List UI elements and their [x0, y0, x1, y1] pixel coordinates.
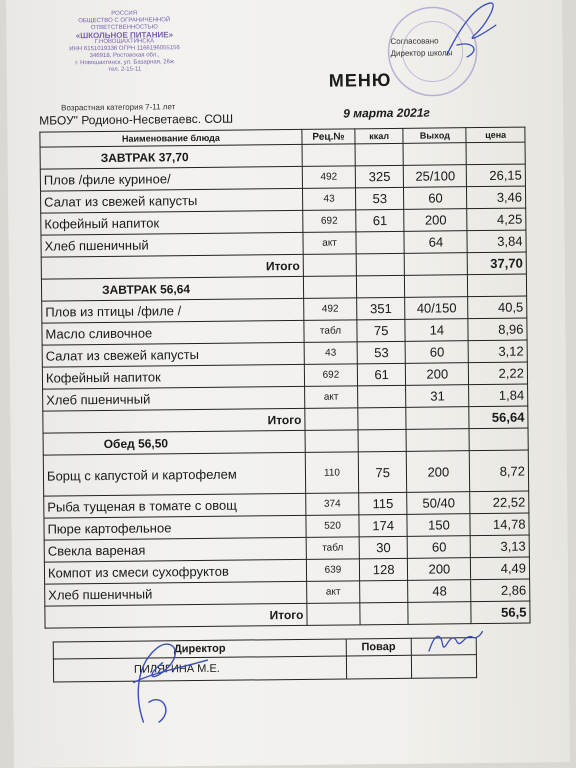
table-row	[43, 450, 528, 496]
total-label: Итого	[41, 254, 303, 279]
recipe-number: акт	[305, 386, 358, 409]
blank-cell	[358, 407, 407, 430]
recipe-number: акт	[303, 232, 356, 255]
dish-name: Рыба тущеная в томате с овощ	[44, 493, 306, 518]
dish-name: Салат из свежей капусты	[41, 188, 303, 213]
header-output: Выход	[403, 128, 466, 144]
stamp-line: ИНН 6151019336 ОГРН 1166196055156	[69, 45, 180, 53]
menu-body	[40, 142, 530, 628]
recipe-number: 492	[304, 298, 357, 321]
price-value: 14,78	[470, 513, 529, 536]
recipe-number: 492	[302, 166, 355, 189]
dish-name: Борщ с капустой и картофелем	[43, 452, 305, 496]
output-value: 200	[406, 363, 469, 386]
kcal-value	[356, 231, 405, 254]
price-value: 2,86	[471, 579, 530, 602]
kcal-value: 174	[359, 514, 408, 537]
blank-cell	[408, 602, 471, 625]
header-price: цена	[466, 127, 525, 143]
stamp-line: тел. 2-15-11	[108, 66, 142, 73]
blank-cell	[305, 430, 358, 453]
total-price: 37,70	[468, 252, 527, 275]
kcal-value: 351	[357, 297, 406, 320]
school-name: МБОУ" Родионо-Несветаевс. СОШ	[39, 111, 234, 128]
kcal-value: 115	[359, 492, 408, 515]
dish-name: Компот из смеси сухофруктов	[44, 559, 306, 584]
blank-cell	[406, 429, 469, 452]
approval-line: Согласовано	[390, 36, 439, 46]
blank-cell	[466, 142, 525, 165]
recipe-number: 110	[305, 452, 359, 494]
blank-cell	[346, 655, 411, 679]
blank-cell	[355, 143, 404, 166]
dish-name: Хлеб пшеничный	[43, 386, 305, 411]
price-value: 4,25	[467, 208, 526, 231]
cook-label: Повар	[346, 638, 411, 656]
blank-cell	[356, 275, 405, 298]
stamp-line: «ШКОЛЬНОЕ ПИТАНИЕ»	[75, 30, 174, 41]
header-name: Наименование блюда	[40, 129, 302, 147]
dish-name: Кофейный напиток	[41, 210, 303, 235]
output-value: 150	[407, 514, 470, 537]
header-recipe: Рец.№	[302, 129, 355, 145]
kcal-value: 53	[356, 187, 405, 210]
price-value: 3,84	[467, 230, 526, 253]
stamp-line: г. Новошахтинск, ул. Базарная, 26ж	[75, 59, 175, 67]
header-kcal: ккал	[355, 128, 403, 144]
kcal-value: 128	[359, 558, 408, 581]
dish-name: Плов из птицы /филе /	[42, 298, 304, 323]
stamp-line: 346918, Ростовская обл.,	[89, 52, 160, 60]
output-value: 40/150	[405, 297, 468, 320]
menu-sheet	[6, 0, 570, 768]
price-value: 40,5	[468, 296, 527, 319]
kcal-value: 75	[357, 319, 406, 342]
kcal-value: 61	[357, 363, 406, 386]
stamp-line: Г.НОВОШАХТИНСКА	[94, 38, 155, 46]
recipe-number: 43	[304, 342, 357, 365]
price-value: 3,46	[467, 186, 526, 209]
blank-cell	[307, 603, 360, 626]
recipe-number: 639	[306, 559, 359, 582]
stamp-line: ОТВЕТСТВЕННОСТЬЮ	[90, 24, 158, 32]
price-value: 3,12	[469, 340, 528, 363]
approval-line: Директор школы	[390, 48, 453, 58]
recipe-number: табл	[306, 537, 359, 560]
section-title: ЗАВТРАК 56,64	[41, 276, 303, 301]
price-value: 8,96	[468, 318, 527, 341]
director-name: ПИЛЯГИНА М.Е.	[53, 656, 346, 682]
dish-name: Кофейный напиток	[42, 364, 304, 389]
price-value: 4,49	[471, 557, 530, 580]
output-value: 25/100	[404, 165, 467, 188]
blank-cell	[303, 276, 356, 299]
dish-name: Хлеб пшеничный	[41, 232, 303, 257]
price-value: 8,72	[470, 450, 529, 492]
output-value: 200	[404, 209, 467, 232]
age-category: Возрастная категория 7-11 лет	[61, 102, 176, 113]
recipe-number: 374	[306, 493, 359, 516]
recipe-number: табл	[304, 320, 357, 343]
recipe-number: 520	[306, 515, 359, 538]
blank-cell	[403, 143, 466, 166]
price-value: 1,84	[469, 384, 528, 407]
price-value: 2,22	[469, 362, 528, 385]
page-title: МЕНЮ	[328, 69, 392, 91]
dish-name: Пюре картофельное	[44, 515, 306, 540]
kcal-value: 325	[355, 165, 404, 188]
kcal-value: 30	[359, 536, 408, 559]
menu-table	[39, 127, 530, 629]
output-value: 48	[408, 580, 471, 603]
total-price: 56,5	[471, 601, 530, 624]
blank-cell	[303, 254, 356, 277]
recipe-number: 43	[302, 188, 355, 211]
blank-cell	[405, 275, 468, 298]
output-value: 200	[407, 451, 471, 493]
blank-cell	[356, 253, 405, 276]
blank-cell	[358, 429, 407, 452]
dish-name: Плов /филе куриное/	[40, 166, 302, 191]
section-title: Обед 56,50	[43, 430, 305, 455]
cook-signature-icon	[425, 623, 485, 660]
total-label: Итого	[45, 603, 307, 628]
kcal-value: 75	[358, 451, 407, 493]
output-value: 14	[405, 319, 468, 342]
kcal-value: 61	[356, 209, 405, 232]
blank-cell	[406, 407, 469, 430]
output-value: 200	[408, 558, 471, 581]
kcal-value: 53	[357, 341, 406, 364]
dish-name: Масло сливочное	[42, 320, 304, 345]
recipe-number: акт	[307, 581, 360, 604]
price-value: 3,13	[471, 535, 530, 558]
blank-cell	[305, 408, 358, 431]
output-value: 60	[405, 341, 468, 364]
output-value: 50/40	[407, 492, 470, 515]
blank-cell	[405, 253, 468, 276]
output-value: 31	[406, 385, 469, 408]
dish-name: Свекла вареная	[44, 537, 306, 562]
kcal-value	[358, 385, 407, 408]
blank-cell	[469, 428, 528, 451]
approval-block	[390, 35, 452, 60]
director-signature-icon	[113, 622, 234, 733]
total-label: Итого	[43, 408, 305, 433]
blank-cell	[302, 144, 355, 167]
stamp-line: РОССИЯ	[111, 10, 138, 17]
output-value: 60	[407, 536, 470, 559]
kcal-value	[360, 580, 409, 603]
director-label: Директор	[53, 639, 346, 659]
recipe-number: 692	[303, 210, 356, 233]
output-value: 60	[404, 187, 467, 210]
stamp-line: ОБЩЕСТВО С ОГРАНИЧЕННОЙ	[78, 17, 171, 25]
dish-name: Хлеб пшеничный	[45, 581, 307, 606]
blank-cell	[468, 274, 527, 297]
output-value: 64	[404, 231, 467, 254]
section-title: ЗАВТРАК 37,70	[40, 144, 302, 169]
blank-cell	[360, 602, 409, 625]
dish-name: Салат из свежей капусты	[42, 342, 304, 367]
company-stamp	[44, 10, 205, 75]
price-value: 26,15	[467, 164, 526, 187]
recipe-number: 692	[304, 364, 357, 387]
price-value: 22,52	[470, 491, 529, 514]
total-price: 56,64	[469, 406, 528, 429]
menu-date: 9 марта 2021г	[343, 105, 430, 121]
